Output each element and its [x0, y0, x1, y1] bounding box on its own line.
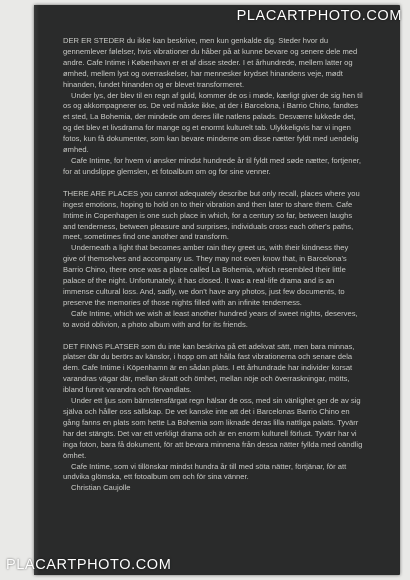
english-paragraph-2: Underneath a light that becomes amber rain they greet us, with their kindness they give of themselves and accompany us. They may not even know that, in Barcelona's Barrio Chino, there once was a place called La Bohemia, which resembled their little palace of the night. Unfortunately, it has closed. It was a real-life drama and is an immense cultural loss. And, sadly, we don't have any photos, just few documents, to preserve the memories of those nights filled with an infinite tenderness.: [63, 243, 349, 307]
swedish-paragraph-2: Under ett ljus som bärnstensfärgat regn hälsar de oss, med sin vänlighet ger de av sig själva och håller oss sällskap. De vet kanske inte att det i Barcelonas Barrio Chino en gång fanns en plats som hette La Bohemia som liknade deras lilla nattliga palats. Tyvärr har det stängts. Det var ett verkligt drama och är en enorm kulturell förlust. Tyvärr har vi inga foton, bara få dokument, för att bevara minnena från dessa nätter fyllda med oändlig ömhet.: [63, 396, 363, 460]
section-gap: [63, 331, 363, 342]
section-gap: [63, 178, 363, 189]
english-paragraph-3: Cafe Intime, which we wish at least another hundred years of sweet nights, deserves, to avoid oblivion, a photo album with and for its friends.: [63, 308, 358, 329]
cover-text-block: [63, 36, 363, 494]
danish-paragraph-1: DER ER STEDER du ikke kan beskrive, men kun genkalde dig. Steder hvor du gennemlever følelser, hvis vibrationer du håber på at kunne bevare og senere dele med andre. Cafe Intime i København er et af disse steder. I et århundrede, mellem latter og ømhed, mellem lyst og overraskelser, har mennesker krydset hinandens veje, mødt hinanden, fundet hinanden og er blevet transformeret.: [63, 36, 358, 89]
author-signature: Christian Caujolle: [71, 483, 131, 493]
danish-paragraph-3: Cafe Intime, for hvem vi ønsker mindst hundrede år til fyldt med søde nætter, fortjener, for at undslippe glemslen, et fotoalbum om og for sine venner.: [63, 155, 361, 176]
spine-shadow: [34, 5, 39, 575]
danish-paragraph-2: Under lys, der blev til en regn af guld, kommer de os i møde, kærligt giver de sig hen til os og akkompagnerer os. De ved måske ikke, at der i Barcelona, i Barrio Chino, fandtes et sted, La Bohemia, der mindede om deres lille natlens palads. Desværre lukkede det, og det blev et livsdrama for mange og et enormt kulturelt tab. Ulykkeligvis har vi ingen fotos, kun få dokumenter, som kan bevare minderne om disse nætter fyldt med uendelig ømhed.: [63, 90, 363, 155]
swedish-paragraph-1: DET FINNS PLATSER som du inte kan beskriva på ett adekvat sätt, men bara minnas, platser där du berörs av känslor, i hopp om att hålla fast vibrationerna och senare dela dem. Cafe Intime i Köpenhamn är en sådan plats. I ett århundrade har individer korsat varandras vägar där, mellan skratt och ömhet, mellan nöje och överraskningar, mötts, ibland funnit varandra och förvandlats.: [63, 341, 355, 395]
english-paragraph-1: THERE ARE PLACES you cannot adequately describe but only recall, places where you ingest emotions, hoping to hold on to their vibration and then later to share them. Cafe Intime in Copenhagen is one such place in which, for a century so far, between laughs and tenderness, between pleasure and surprises, individuals cross each other's paths, meet, sometimes find one another and transform.: [63, 188, 360, 242]
watermark-top: PLACARTPHOTO.COM: [236, 8, 402, 24]
swedish-paragraph-3: Cafe Intime, som vi tillönskar mindst hundra år till med söta nätter, förtjänar, för att undvika glömska, ett fotoalbum om och för sina vänner.: [63, 461, 347, 482]
watermark-bottom: PLACARTPHOTO.COM: [6, 557, 172, 573]
